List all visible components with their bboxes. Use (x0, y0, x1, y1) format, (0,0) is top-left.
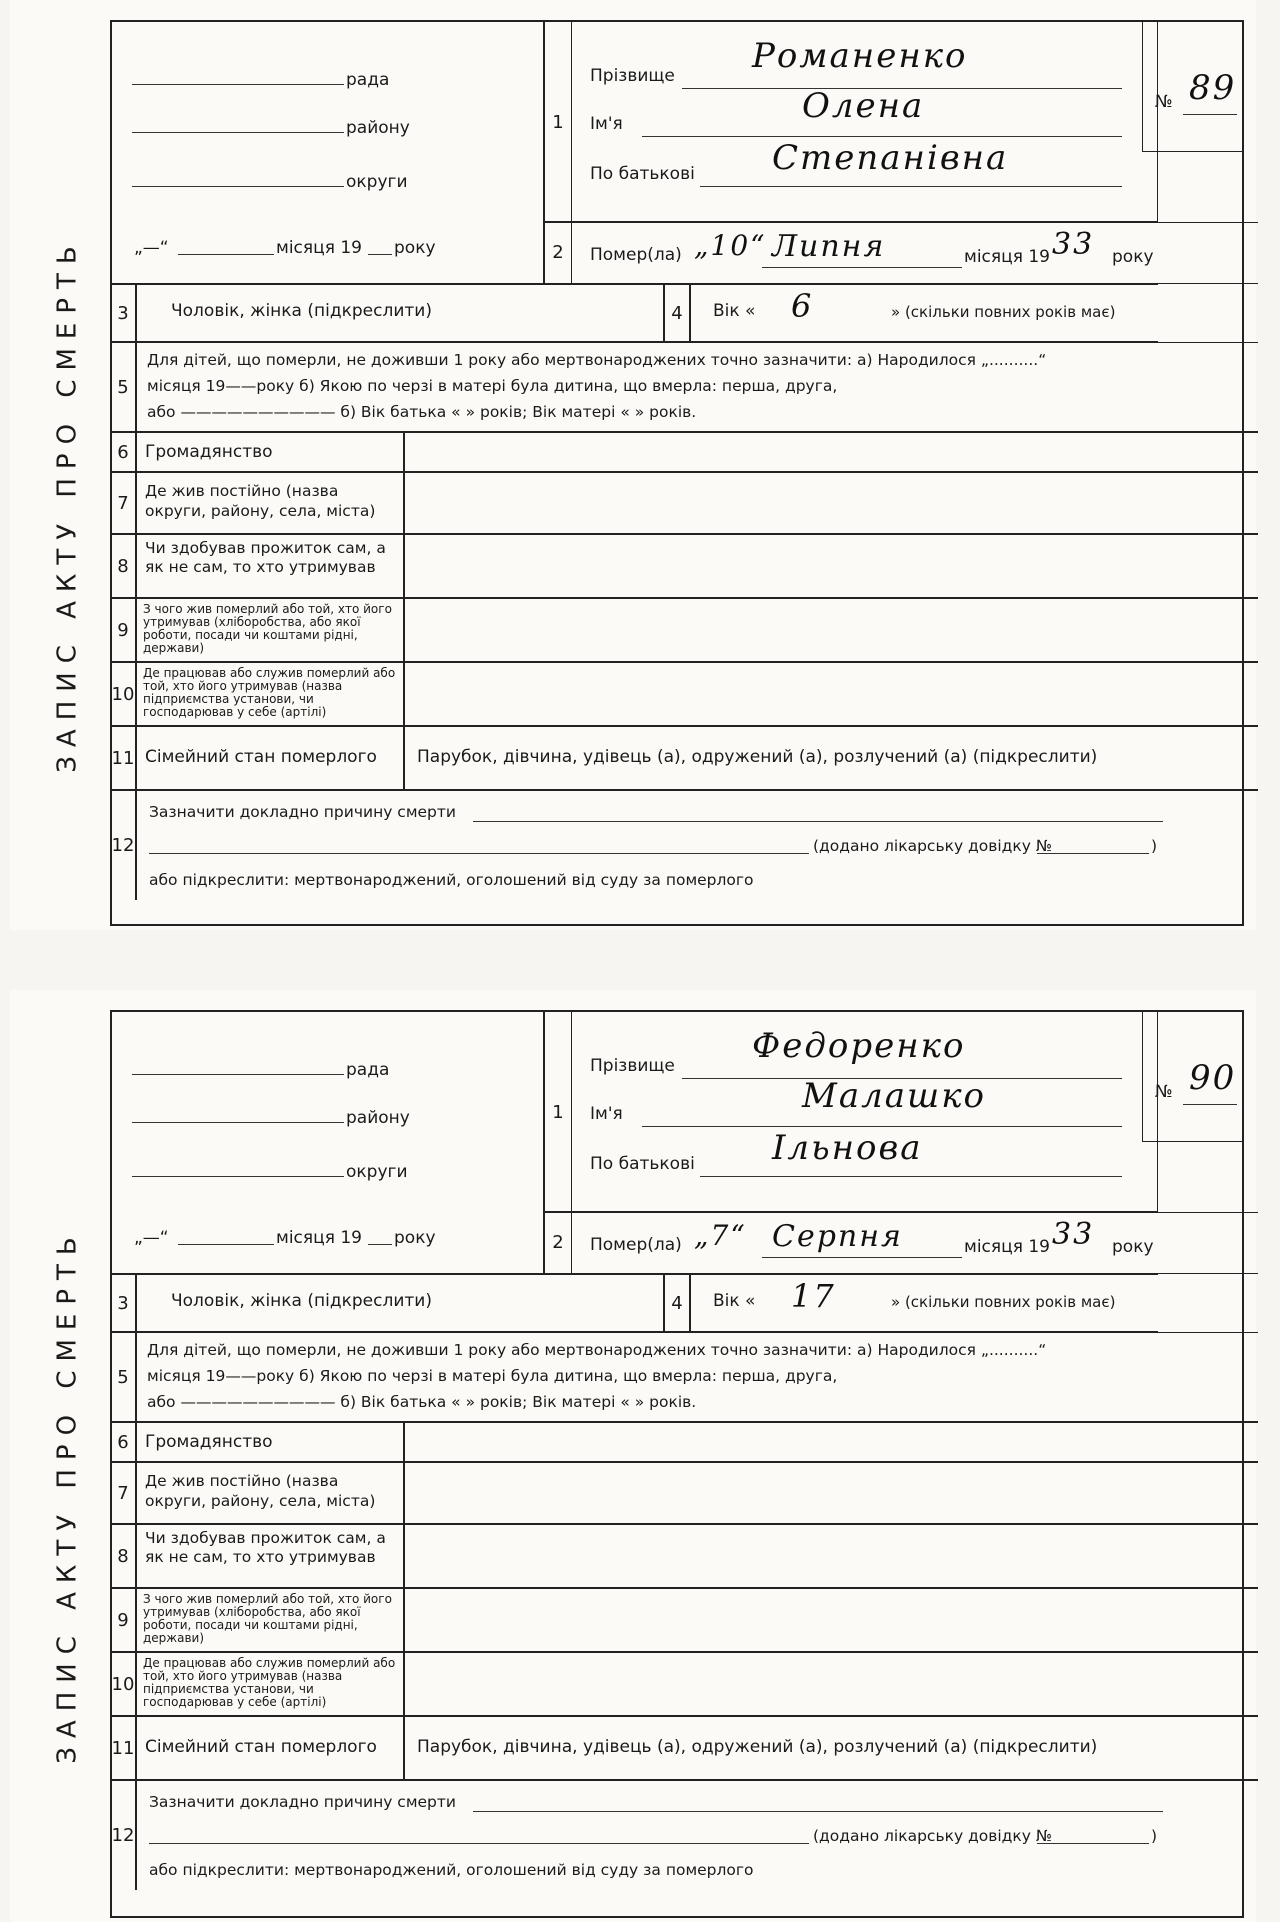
side-title (30, 120, 106, 890)
residence-field[interactable] (404, 472, 1258, 534)
row7-num (112, 1462, 136, 1524)
age-cell (690, 1274, 1158, 1332)
form-frame (110, 1010, 1244, 1918)
died-month[interactable]: Серпня (772, 1219, 903, 1254)
doctor-note-end: ) (1151, 1827, 1158, 1845)
citizenship-label: Громадянство (145, 442, 273, 462)
stillborn-note: або підкреслити: мертвонароджений, оголошений від суду за померлого (149, 1861, 754, 1879)
row-number: 11 (111, 1737, 135, 1759)
col-n2 (544, 1212, 572, 1274)
cause-label: Зазначити докладно причину смерти (149, 1793, 457, 1811)
children-line-3: або —————————— б) Вік батька « » років; Вік матері « » років. (147, 1393, 697, 1411)
row8-num (112, 1524, 136, 1588)
row-number: 6 (117, 441, 129, 463)
citizenship-field[interactable] (404, 432, 1258, 472)
record-number[interactable]: 90 (1189, 1058, 1237, 1098)
died-block (572, 222, 1258, 284)
age-suffix: » (скільки повних років має) (891, 1293, 1116, 1311)
died-year[interactable]: 33 (1052, 227, 1095, 262)
row3-num (112, 1274, 136, 1332)
row-number: 2 (552, 241, 564, 263)
doctor-note-end: ) (1151, 837, 1158, 855)
citizenship-label-cell (136, 1422, 404, 1462)
row12-num (112, 790, 136, 900)
died-year[interactable]: 33 (1052, 1217, 1095, 1252)
died-day[interactable]: „7“ (694, 1219, 747, 1252)
died-year-suffix: року (1112, 247, 1154, 267)
died-block (572, 1212, 1258, 1274)
row-number: 5 (117, 1366, 129, 1388)
children-line-1: Для дітей, що померли, не доживши 1 року або мертвонароджених точно зазначити: а) Народилося „..........“ (147, 351, 1047, 369)
died-label: Помер(ла) (590, 1235, 682, 1255)
age-value[interactable]: 17 (791, 1277, 836, 1315)
row-number: 12 (111, 1824, 135, 1846)
age-label: Вік « (713, 301, 756, 321)
year-suffix: року (394, 1228, 436, 1248)
row-number: 4 (671, 302, 683, 324)
row-number: 1 (552, 111, 564, 133)
row7-num (112, 472, 136, 534)
sex-cell (136, 284, 664, 342)
rada-label: рада (346, 70, 390, 90)
row-number: 5 (117, 376, 129, 398)
workplace-label: Де працював або служив померлий або той, хто його утримував (назва підприємства установи, чи господарював у себе (артілі) (143, 666, 396, 719)
marital-label-cell (136, 726, 404, 790)
death-record-form-2 (10, 990, 1256, 1922)
row-number: 8 (117, 555, 129, 577)
surname-value[interactable]: Романенко (752, 36, 968, 76)
children-line-2: місяця 19——року б) Якою по черзі в матері була дитина, що вмерла: перша, друга, (147, 1367, 838, 1385)
marital-label: Сімейний стан померлого (145, 747, 377, 767)
livelihood-field[interactable] (404, 1524, 1258, 1588)
row9-num (112, 598, 136, 662)
rayonu-label: району (346, 1108, 410, 1128)
income-source-label: З чого жив померлий або той, хто його утримував (хліборобства, або якої роботи, посади чи коштами рідні, держави) (143, 602, 392, 655)
patronymic-value[interactable]: Ільнова (772, 1128, 923, 1168)
livelihood-field[interactable] (404, 534, 1258, 598)
residence-label-cell (136, 1462, 404, 1524)
row-number: 12 (111, 834, 135, 856)
children-cell (136, 342, 1258, 432)
died-month[interactable]: Липня (772, 229, 886, 264)
surname-label: Прізвище (590, 66, 675, 86)
age-suffix: » (скільки повних років має) (891, 303, 1116, 321)
patronymic-value[interactable]: Степанівна (772, 138, 1009, 178)
row-number: 6 (117, 1431, 129, 1453)
form-frame (110, 20, 1244, 926)
sex-label[interactable]: Чоловік, жінка (підкреслити) (171, 1291, 432, 1311)
row4-num (664, 284, 690, 342)
row-number: 3 (117, 1292, 129, 1314)
surname-value[interactable]: Федоренко (752, 1026, 966, 1066)
row-number: 9 (117, 1609, 129, 1631)
row-number: 7 (117, 1482, 129, 1504)
row11-num (112, 726, 136, 790)
marital-options[interactable]: Парубок, дівчина, удівець (а), одружений (а), розлучений (а) (підкреслити) (417, 1737, 1098, 1757)
residence-label-cell (136, 472, 404, 534)
row-number: 10 (111, 683, 135, 705)
income-label-cell (136, 1588, 404, 1652)
residence-label: Де жив постійно (назва округи, району, села, міста) (145, 1472, 376, 1510)
row6-num (112, 1422, 136, 1462)
row-number: 7 (117, 492, 129, 514)
row-number: 10 (111, 1673, 135, 1695)
income-label-cell (136, 598, 404, 662)
marital-field (404, 726, 1258, 790)
row10-num (112, 1652, 136, 1716)
side-title (30, 1110, 106, 1882)
number-label: № (1155, 92, 1173, 112)
name-label: Ім'я (590, 114, 623, 134)
died-label: Помер(ла) (590, 245, 682, 265)
month-label: місяця 19 (276, 238, 362, 258)
record-number[interactable]: 89 (1189, 68, 1237, 108)
patronymic-label: По батькові (590, 1154, 695, 1174)
record-number-box (1142, 22, 1242, 152)
row-number: ЗАПИС АКТУ ПРО СМЕРТЬ (53, 1228, 84, 1764)
col-n1 (544, 1012, 572, 1212)
marital-options[interactable]: Парубок, дівчина, удівець (а), одружений (а), розлучений (а) (підкреслити) (417, 747, 1098, 767)
row11-num (112, 1716, 136, 1780)
record-number-box (1142, 1012, 1242, 1142)
row-number: 11 (111, 747, 135, 769)
livelihood-label-cell (136, 534, 404, 598)
workplace-field[interactable] (404, 1652, 1258, 1716)
children-line-1: Для дітей, що померли, не доживши 1 року або мертвонароджених точно зазначити: а) Народилося „..........“ (147, 1341, 1047, 1359)
row5-num (112, 342, 136, 432)
income-source-field[interactable] (404, 1588, 1258, 1652)
stillborn-note: або підкреслити: мертвонароджений, оголошений від суду за померлого (149, 871, 754, 889)
row5-num (112, 1332, 136, 1422)
workplace-field[interactable] (404, 662, 1258, 726)
month-label: місяця 19 (276, 1228, 362, 1248)
row4-num (664, 1274, 690, 1332)
sex-label[interactable]: Чоловік, жінка (підкреслити) (171, 301, 432, 321)
residence-field[interactable] (404, 1462, 1258, 1524)
row10-num (112, 662, 136, 726)
row6-num (112, 432, 136, 472)
doctor-note-label: (додано лікарську довідку № (813, 837, 1052, 855)
workplace-label: Де працював або служив померлий або той, хто його утримував (назва підприємства установи, чи господарював у себе (артілі) (143, 1656, 396, 1709)
died-day[interactable]: „10“ (694, 229, 767, 262)
died-month-label: місяця 19 (964, 1237, 1050, 1257)
row3-num (112, 284, 136, 342)
livelihood-label: Чи здобував прожиток сам, а як не сам, то хто утримував (145, 1529, 386, 1566)
row8-num (112, 534, 136, 598)
year-suffix: року (394, 238, 436, 258)
marital-field (404, 1716, 1258, 1780)
livelihood-label: Чи здобував прожиток сам, а як не сам, то хто утримував (145, 539, 386, 576)
citizenship-label: Громадянство (145, 1432, 273, 1452)
marital-label-cell (136, 1716, 404, 1780)
number-label: № (1155, 1082, 1173, 1102)
age-cell (690, 284, 1158, 342)
age-value[interactable]: 6 (791, 287, 814, 325)
citizenship-label-cell (136, 432, 404, 472)
name-block (572, 22, 1158, 222)
col-n2 (544, 222, 572, 284)
sex-cell (136, 1274, 664, 1332)
okrugy-label: округи (346, 172, 408, 192)
livelihood-label-cell (136, 1524, 404, 1588)
col-n1 (544, 22, 572, 222)
cause-cell (136, 790, 1258, 900)
row-number: 1 (552, 1101, 564, 1123)
workplace-label-cell (136, 662, 404, 726)
name-value[interactable]: Олена (802, 86, 925, 126)
row-number: ЗАПИС АКТУ ПРО СМЕРТЬ (53, 237, 84, 773)
marital-label: Сімейний стан померлого (145, 1737, 377, 1757)
income-source-field[interactable] (404, 598, 1258, 662)
row12-num (112, 1780, 136, 1890)
children-line-3: або —————————— б) Вік батька « » років; Вік матері « » років. (147, 403, 697, 421)
doctor-note-label: (додано лікарську довідку № (813, 1827, 1052, 1845)
children-line-2: місяця 19——року б) Якою по черзі в матері була дитина, що вмерла: перша, друга, (147, 377, 838, 395)
date-prefix: „—“ (134, 1228, 169, 1248)
residence-label: Де жив постійно (назва округи, району, села, міста) (145, 482, 376, 520)
rada-label: рада (346, 1060, 390, 1080)
row-number: 8 (117, 1545, 129, 1567)
date-prefix: „—“ (134, 238, 169, 258)
row-number: 2 (552, 1231, 564, 1253)
workplace-label-cell (136, 1652, 404, 1716)
income-source-label: З чого жив померлий або той, хто його утримував (хліборобства, або якої роботи, посади чи коштами рідні, держави) (143, 1592, 392, 1645)
name-label: Ім'я (590, 1104, 623, 1124)
citizenship-field[interactable] (404, 1422, 1258, 1462)
okrugy-label: округи (346, 1162, 408, 1182)
row-number: 9 (117, 619, 129, 641)
surname-label: Прізвище (590, 1056, 675, 1076)
name-value[interactable]: Малашко (802, 1076, 986, 1116)
row-number: 3 (117, 302, 129, 324)
row-number: 4 (671, 1292, 683, 1314)
cause-cell (136, 1780, 1258, 1890)
death-record-form-1 (10, 0, 1256, 930)
age-label: Вік « (713, 1291, 756, 1311)
children-cell (136, 1332, 1258, 1422)
cause-label: Зазначити докладно причину смерти (149, 803, 457, 821)
name-block (572, 1012, 1158, 1212)
rayonu-label: району (346, 118, 410, 138)
died-year-suffix: року (1112, 1237, 1154, 1257)
row9-num (112, 1588, 136, 1652)
location-block (112, 22, 544, 284)
patronymic-label: По батькові (590, 164, 695, 184)
location-block (112, 1012, 544, 1274)
died-month-label: місяця 19 (964, 247, 1050, 267)
